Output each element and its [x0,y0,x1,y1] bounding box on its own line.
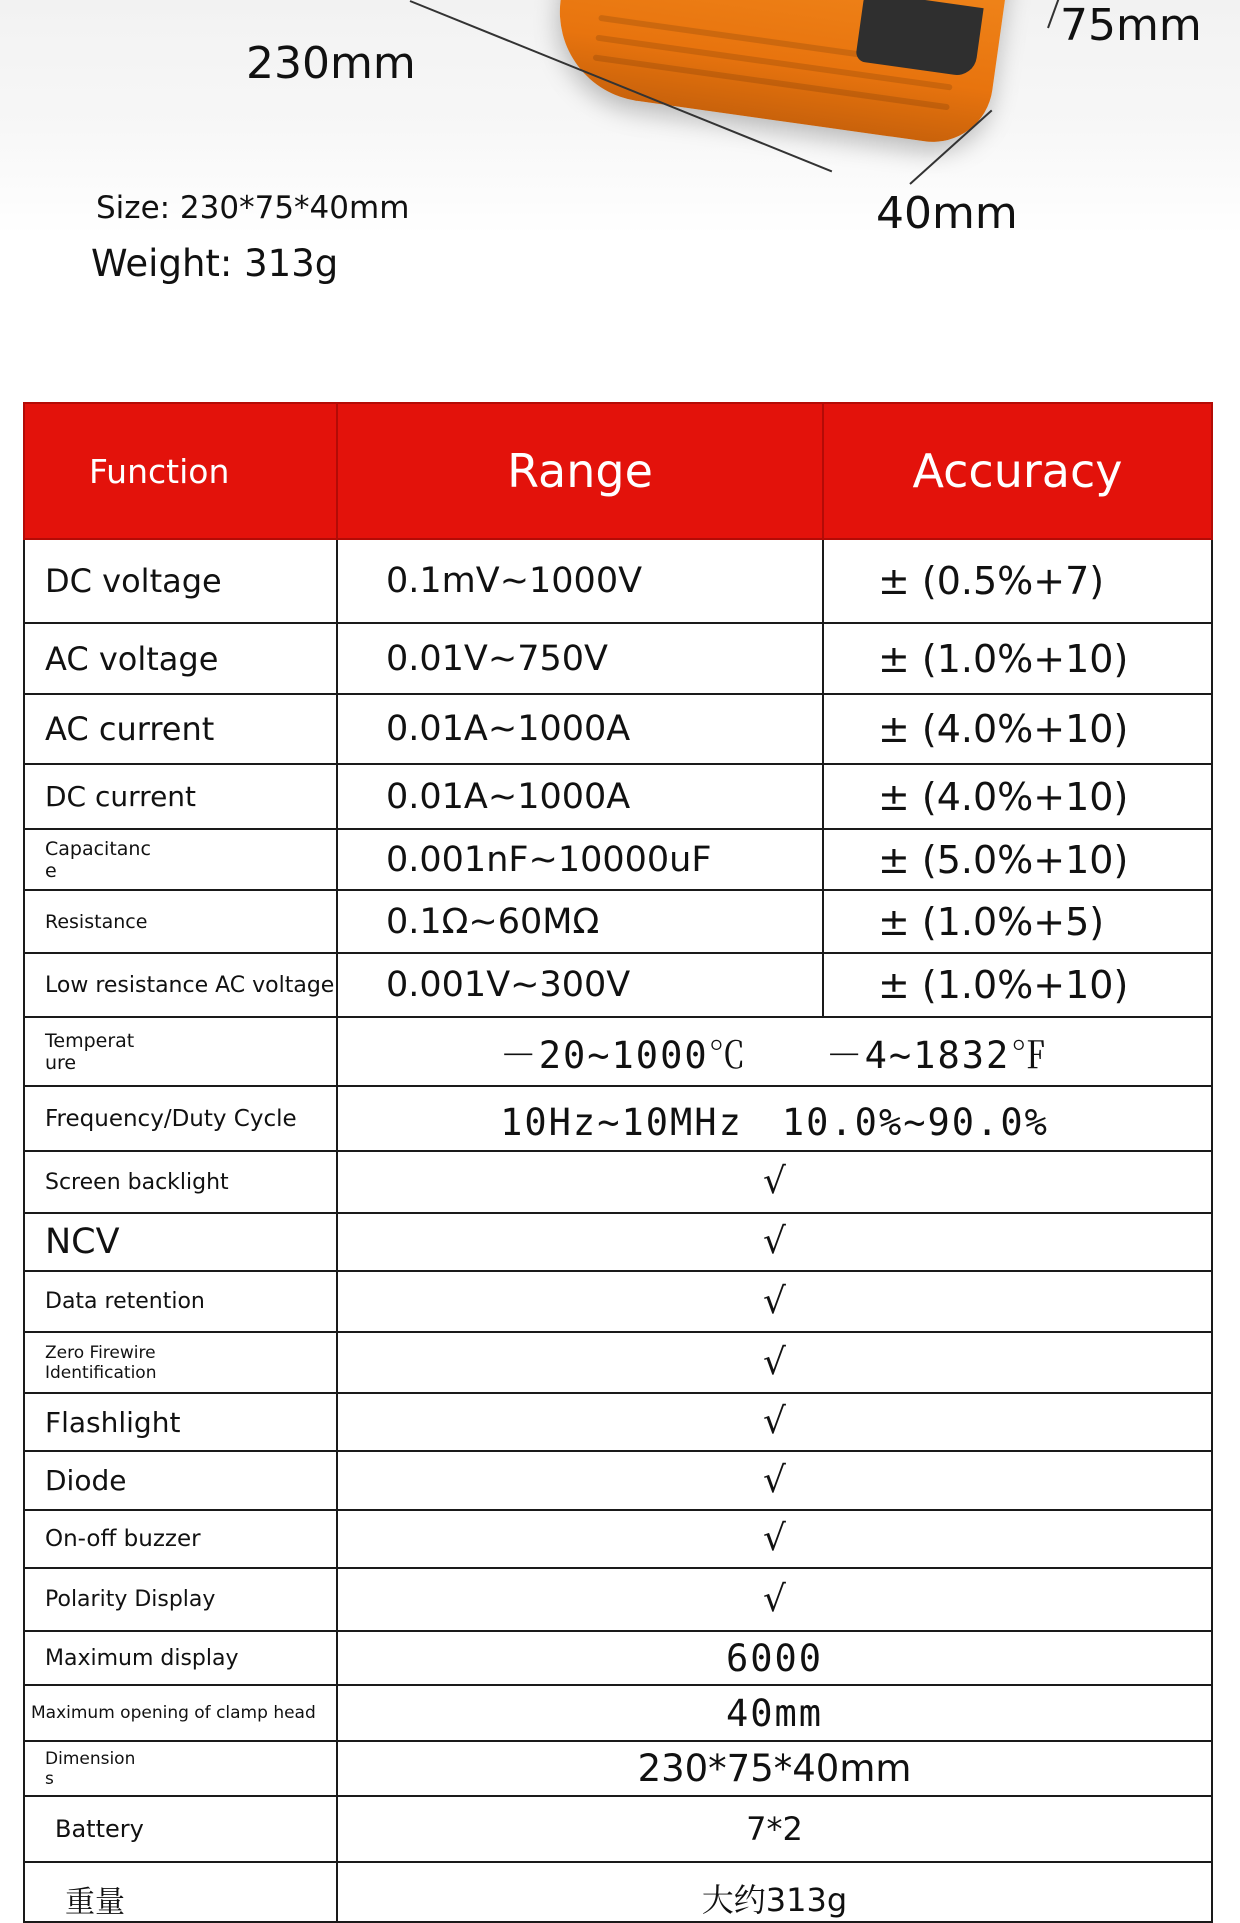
height-label: 40mm [876,188,1018,235]
row-accuracy: ± (4.0%+10) [823,694,1212,764]
row-range: 0.01A~1000A [337,694,823,764]
table-row [24,1271,1212,1332]
table-row [24,1796,1212,1862]
table-row [24,694,1212,764]
header-range: Range [337,403,823,539]
row-function: Data retention [24,1271,337,1332]
table-row [24,1213,1212,1271]
width-label: 75mm [1060,0,1202,51]
table-row [24,1741,1212,1796]
table-header-row [24,403,1212,539]
row-value: 7*2 [337,1796,1212,1862]
table-row [24,1510,1212,1568]
spec-table [23,402,1213,1923]
table-row [24,953,1212,1017]
row-value: 6000 [337,1631,1212,1685]
row-function: Capacitance [24,829,337,890]
row-function: Zero Firewire Identification [24,1332,337,1393]
table-row [24,1631,1212,1685]
row-function: Temperature [24,1017,337,1086]
row-accuracy: ± (4.0%+10) [823,764,1212,829]
row-accuracy: ± (1.0%+5) [823,890,1212,953]
row-value: －20~1000℃ －4~1832℉ [337,1017,1212,1086]
row-function: Screen backlight [24,1151,337,1213]
table-row [24,764,1212,829]
row-range: 0.01V~750V [337,623,823,694]
header-function: Function [24,403,337,539]
row-function: Diode [24,1451,337,1510]
row-function: Resistance [24,890,337,953]
row-function: Polarity Display [24,1568,337,1631]
row-value: 大约313g [337,1862,1212,1922]
row-range: 0.001V~300V [337,953,823,1017]
table-row [24,1393,1212,1451]
clamp-meter-image [548,0,1012,150]
check-mark: √ [337,1332,1212,1393]
row-range: 0.01A~1000A [337,764,823,829]
table-row [24,1451,1212,1510]
table-row [24,1685,1212,1741]
table-row [24,539,1212,623]
row-value: 230*75*40mm [337,1741,1212,1796]
row-value: 10Hz~10MHz 10.0%~90.0% [337,1086,1212,1151]
check-mark: √ [337,1451,1212,1510]
row-function: Dimensions [24,1741,337,1796]
row-function: Maximum display [24,1631,337,1685]
table-row [24,1568,1212,1631]
weight-text: Weight: 313g [91,242,339,285]
row-function: Low resistance AC voltage [24,953,337,1017]
row-function: Battery [24,1796,337,1862]
check-mark: √ [337,1510,1212,1568]
row-function: 重量 [24,1862,337,1922]
row-value: 40mm [337,1685,1212,1741]
check-mark: √ [337,1151,1212,1213]
row-function: DC voltage [24,539,337,623]
table-row [24,1862,1212,1922]
row-function: On-off buzzer [24,1510,337,1568]
row-range: 0.001nF~10000uF [337,829,823,890]
size-text: Size: 230*75*40mm [96,190,410,226]
table-row [24,1151,1212,1213]
row-accuracy: ± (1.0%+10) [823,953,1212,1017]
table-row [24,1086,1212,1151]
table-row [24,623,1212,694]
table-row [24,829,1212,890]
row-accuracy: ± (0.5%+7) [823,539,1212,623]
header-accuracy: Accuracy [823,403,1212,539]
length-label: 230mm [246,38,416,89]
table-row [24,1017,1212,1086]
check-mark: √ [337,1568,1212,1631]
table-row [24,1332,1212,1393]
row-function: AC voltage [24,623,337,694]
row-range: 0.1mV~1000V [337,539,823,623]
row-range: 0.1Ω~60MΩ [337,890,823,953]
row-function: Maximum opening of clamp head [24,1685,337,1741]
row-function: AC current [24,694,337,764]
row-function: NCV [24,1213,337,1271]
check-mark: √ [337,1213,1212,1271]
check-mark: √ [337,1271,1212,1332]
table-row [24,890,1212,953]
row-function: DC current [24,764,337,829]
row-function: Frequency/Duty Cycle [24,1086,337,1151]
check-mark: √ [337,1393,1212,1451]
row-accuracy: ± (5.0%+10) [823,829,1212,890]
row-function: Flashlight [24,1393,337,1451]
row-accuracy: ± (1.0%+10) [823,623,1212,694]
